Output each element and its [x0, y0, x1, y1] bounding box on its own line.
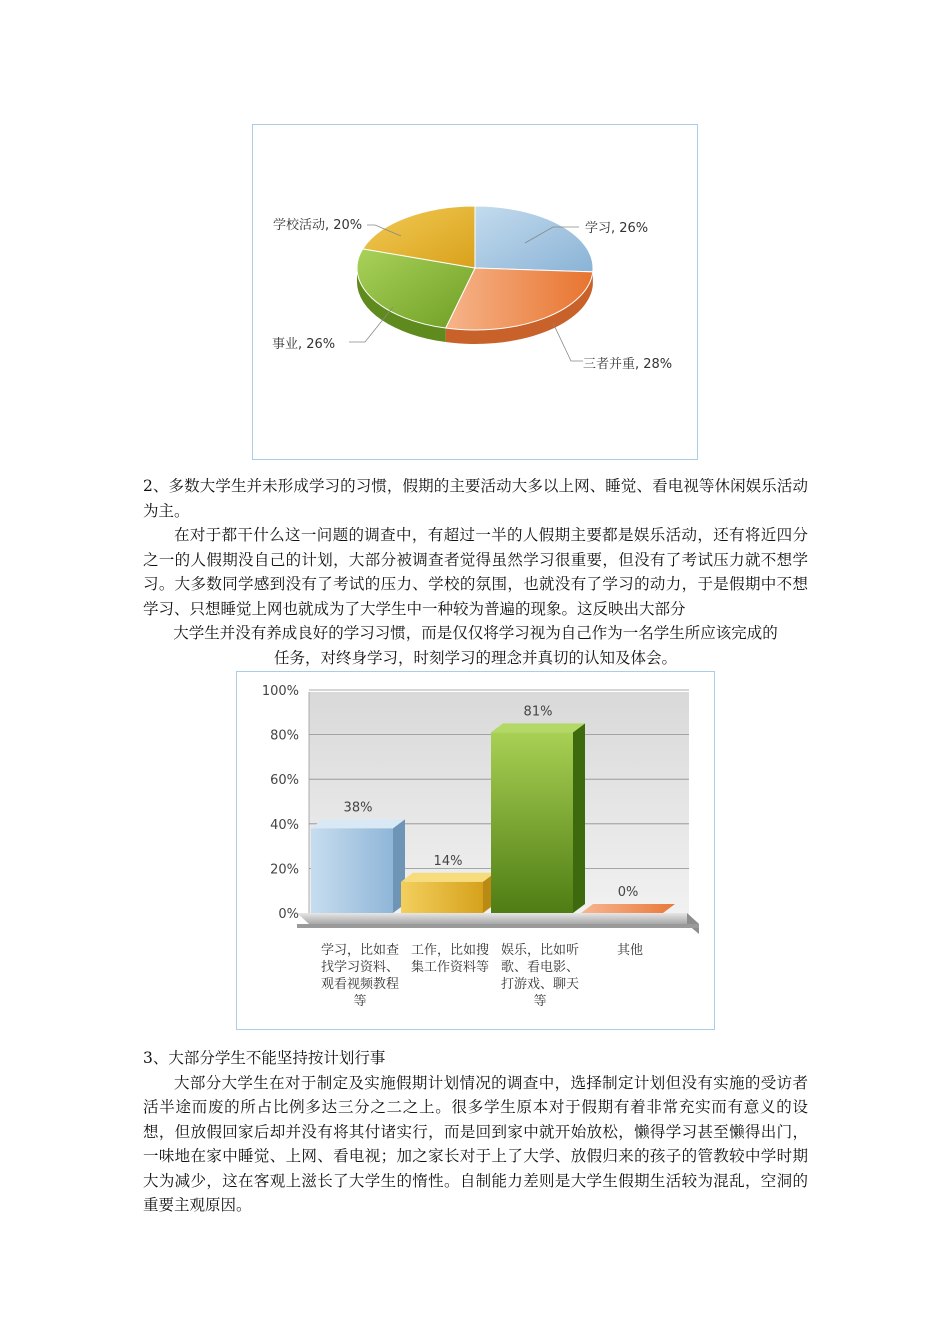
bar-0 [311, 800, 405, 1009]
bar-value-label: 14% [433, 853, 463, 869]
section-2-heading: 2、多数大学生并未形成学习的习惯，假期的主要活动大多以上网、睡觉、看电视等休闲娱乐活动为主。 [143, 477, 808, 520]
bar-value-label: 38% [343, 800, 373, 816]
bar-value-label: 0% [617, 885, 639, 900]
section-3-paragraph: 大部分大学生在对于制定及实施假期计划情况的调查中，选择制定计划但没有实施的受访者活半途而废的所占比例多达三分之二之上。很多学生原本对于假期有着非常充实而有意义的设想，但放假回家后却并没有将其付诸实行，而是回到家中就开始放松，懒得学习甚至懒得出门，一味地在家中睡觉、上网、看电视；加之家长对于上了大学、放假归来的孩子的管教较中学时期大为减少，这在客观上滋长了大学生的惰性。自制能力差则是大学生假期生活较为混乱，空洞的重要主观原因。 [143, 1073, 808, 1214]
pie-label: 三者并重, 28% [583, 357, 673, 372]
pie-label: 事业, 26% [272, 337, 336, 352]
bar-top [401, 873, 495, 882]
x-category-label: 工作，比如搜集工作资料等 [410, 943, 490, 975]
pie-label: 学校活动, 20% [273, 218, 363, 233]
y-tick-label: 0% [278, 907, 299, 922]
bar-top [581, 904, 675, 913]
y-tick-label: 100% [261, 684, 299, 699]
bar-top [311, 819, 405, 828]
x-category-label: 学习，比如查找学习资料、观看视频教程等 [320, 943, 400, 1009]
bar-front [401, 882, 483, 913]
pie-slice-study [475, 206, 593, 272]
section-3-heading: 3、大部分学生不能坚持按计划行事 [143, 1049, 386, 1067]
y-tick-label: 20% [270, 862, 299, 878]
y-tick-label: 60% [270, 773, 299, 789]
pie-slice-all-three-leader-line [553, 323, 583, 361]
bar-side [573, 723, 585, 913]
bar-top [491, 723, 585, 732]
pie-chart [253, 125, 697, 459]
bar-2 [491, 704, 585, 1009]
y-tick-label: 40% [270, 817, 299, 833]
bar-front [491, 732, 573, 913]
chart-floor [297, 913, 699, 924]
pie-chart-figure [252, 124, 698, 460]
bar-front [311, 828, 393, 913]
section-3 [143, 1046, 808, 1218]
pie-label: 学习, 26% [585, 221, 649, 236]
section-2-paragraph: 在对于都干什么这一问题的调查中，有超过一半的人假期主要都是娱乐活动，还有将近四分之一的人假期没自己的计划，大部分被调查者觉得虽然学习很重要，但没有了考试压力就不想学习。大多数同学感到没有了考试的压力、学校的氛围，也就没有了学习的动力，于是假期中不想学习、只想睡觉上网也就成为了大学生中一种较为普遍的现象。这反映出大部分 [143, 526, 808, 618]
section-2-paragraph-line: 大学生并没有养成良好的学习习惯，而是仅仅将学习视为自己作为一名学生所应该完成的 [173, 624, 778, 642]
section-2 [143, 474, 808, 670]
chart-floor-side [687, 913, 699, 934]
bar-chart [237, 672, 714, 1029]
x-category-label: 其他 [616, 943, 644, 958]
x-category-label: 娱乐，比如听歌、看电影、打游戏、聊天等 [500, 943, 580, 1009]
y-tick-label: 80% [270, 728, 299, 744]
bar-chart-figure [236, 671, 715, 1030]
chart-floor-edge [297, 924, 699, 928]
bar-value-label: 81% [523, 704, 553, 720]
section-2-paragraph-line: 任务，对终身学习，时刻学习的理念并真切的认知及体会。 [273, 648, 677, 667]
